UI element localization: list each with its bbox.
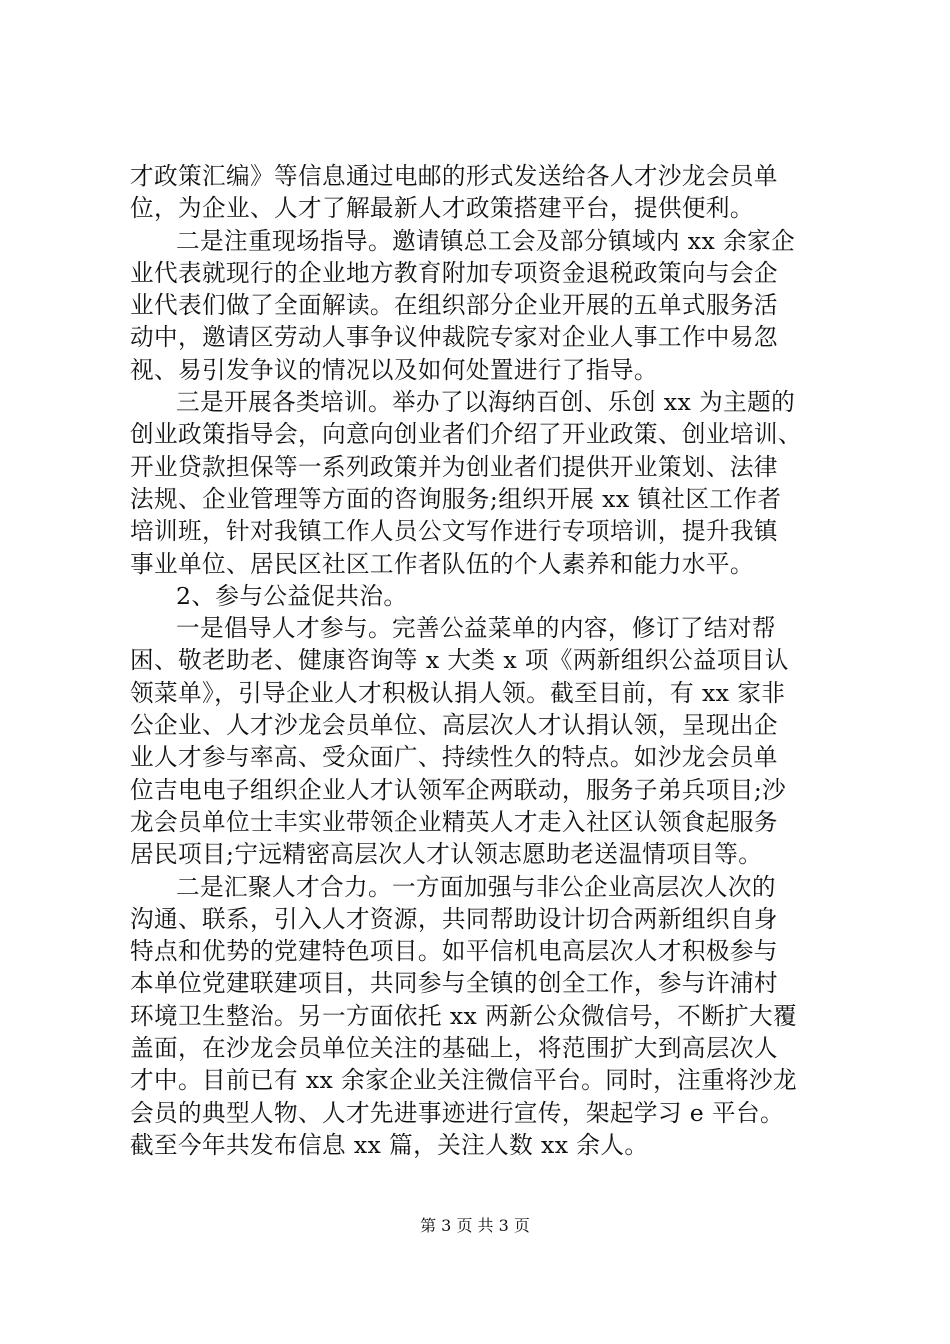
text-line: 法规、企业管理等方面的咨询服务;组织开展 xx 镇社区工作者 [130,484,782,513]
text-line: 事业单位、居民区社区工作者队伍的个人素养和能力水平。 [130,549,754,578]
page-footer: 第 3 页 共 3 页 [420,1216,530,1235]
text-line: 二是注重现场指导。邀请镇总工会及部分镇域内 xx 余家企 [176,226,796,255]
text-line: 本单位党建联建项目，共同参与全镇的创全工作，参与许浦村 [130,969,778,998]
text-line: 会员的典型人物、人才先进事迹进行宣传，架起学习 e 平台。 [130,1098,784,1127]
text-line: 动中，邀请区劳动人事争议仲裁院专家对企业人事工作中易忽 [130,323,778,352]
text-line: 开业贷款担保等一系列政策并为创业者们提供开业策划、法律 [130,452,778,481]
text-line: 公企业、人才沙龙会员单位、高层次人才认捐认领，呈现出企 [130,711,778,740]
text-line: 特点和优势的党建特色项目。如平信机电高层次人才积极参与 [130,937,778,966]
text-line: 业人才参与率高、受众面广、持续性久的特点。如沙龙会员单 [130,743,778,772]
text-line: 创业政策指导会，向意向创业者们介绍了开业政策、创业培训、 [130,420,802,449]
text-line: 困、敬老助老、健康咨询等 x 大类 x 项《两新组织公益项目认 [130,646,789,675]
text-line: 位，为企业、人才了解最新人才政策搭建平台，提供便利。 [130,194,754,223]
text-line: 居民项目;宁远精密高层次人才认领志愿助老送温情项目等。 [130,840,763,869]
text-line: 才中。目前已有 xx 余家企业关注微信平台。同时，注重将沙龙 [130,1066,798,1095]
text-line: 领菜单》，引导企业人才积极认捐人领。截至目前，有 xx 家非 [130,678,786,707]
text-line: 位吉电电子组织企业人才认领军企两联动，服务子弟兵项目;沙 [130,775,787,804]
text-line: 2、参与公益促共治。 [176,581,408,610]
text-line: 沟通、联系，引入人才资源，共同帮助设计切合两新组织自身 [130,904,778,933]
text-line: 三是开展各类培训。举办了以海纳百创、乐创 xx 为主题的 [176,388,796,417]
text-line: 一是倡导人才参与。完善公益菜单的内容，修订了结对帮 [176,614,776,643]
text-line: 才政策汇编》等信息通过电邮的形式发送给各人才沙龙会员单 [130,162,778,190]
text-line: 龙会员单位士丰实业带领企业精英人才走入社区认领食起服务 [130,807,778,836]
text-line: 培训班，针对我镇工作人员公文写作进行专项培训，提升我镇 [130,517,778,546]
text-line: 二是汇聚人才合力。一方面加强与非公企业高层次人次的 [176,872,776,901]
text-line: 环境卫生整治。另一方面依托 xx 两新公众微信号，不断扩大覆 [130,1001,798,1030]
text-line: 业代表就现行的企业地方教育附加专项资金退税政策向与会企 [130,258,778,287]
text-line: 盖面，在沙龙会员单位关注的基础上，将范围扩大到高层次人 [130,1034,778,1063]
document-body [130,160,830,1161]
text-line: 视、易引发争议的情况以及如何处置进行了指导。 [130,355,658,384]
text-line: 业代表们做了全面解读。在组织部分企业开展的五单式服务活 [130,291,778,320]
text-line: 截至今年共发布信息 xx 篇，关注人数 xx 余人。 [130,1130,649,1159]
